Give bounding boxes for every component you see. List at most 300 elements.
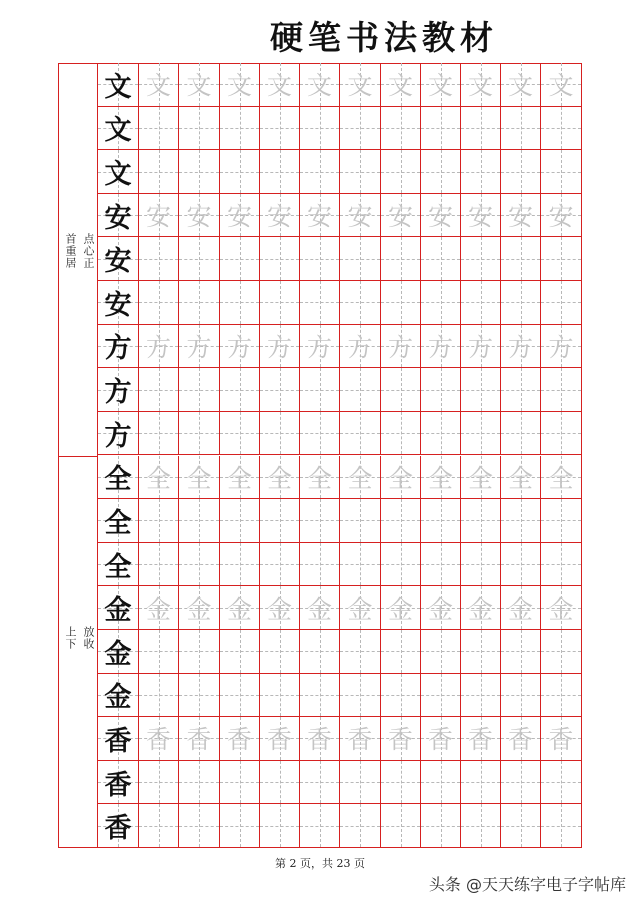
practice-cell[interactable] xyxy=(139,804,179,848)
trace-char: 金 xyxy=(306,594,332,624)
trace-char: 文 xyxy=(226,71,252,101)
practice-cell[interactable] xyxy=(541,281,582,325)
practice-cell[interactable] xyxy=(541,761,582,805)
practice-cell[interactable] xyxy=(340,194,381,238)
practice-cell[interactable] xyxy=(260,499,300,543)
practice-cell[interactable] xyxy=(300,63,340,107)
model-char: 方 xyxy=(104,377,132,409)
practice-cell[interactable] xyxy=(541,586,582,630)
practice-cell[interactable] xyxy=(340,237,381,281)
practice-cell[interactable] xyxy=(421,325,461,369)
trace-char: 方 xyxy=(548,332,574,362)
practice-cell[interactable] xyxy=(179,761,220,805)
practice-cell[interactable] xyxy=(300,412,340,456)
practice-cell[interactable] xyxy=(501,150,541,194)
practice-cell[interactable] xyxy=(179,325,220,369)
model-char-cell xyxy=(98,194,139,238)
practice-cell[interactable] xyxy=(461,717,501,761)
practice-cell[interactable] xyxy=(300,761,340,805)
practice-cell[interactable] xyxy=(300,150,340,194)
practice-cell[interactable] xyxy=(501,107,541,151)
practice-cell[interactable] xyxy=(220,412,260,456)
practice-cell[interactable] xyxy=(179,456,220,500)
practice-cell[interactable] xyxy=(139,325,179,369)
trace-char: 文 xyxy=(306,71,332,101)
practice-cell[interactable] xyxy=(139,63,179,107)
trace-char: 金 xyxy=(266,594,292,624)
practice-cell[interactable] xyxy=(340,281,381,325)
practice-cell[interactable] xyxy=(381,281,421,325)
practice-cell[interactable] xyxy=(179,107,220,151)
trace-char: 金 xyxy=(145,594,171,624)
section-label: 上下 xyxy=(64,625,77,650)
practice-cell[interactable] xyxy=(260,412,300,456)
model-char: 文 xyxy=(104,159,132,191)
trace-char: 文 xyxy=(186,71,212,101)
practice-cell[interactable] xyxy=(300,107,340,151)
trace-char: 金 xyxy=(347,594,373,624)
model-char-cell xyxy=(98,368,139,412)
practice-cell[interactable] xyxy=(340,543,381,587)
trace-char: 方 xyxy=(347,332,373,362)
page-title: 硬笔书法教材 xyxy=(270,18,498,57)
practice-cell[interactable] xyxy=(260,804,300,848)
practice-cell[interactable] xyxy=(220,761,260,805)
practice-cell[interactable] xyxy=(260,107,300,151)
practice-cell[interactable] xyxy=(220,107,260,151)
model-char: 全 xyxy=(104,507,132,539)
model-char-cell xyxy=(98,325,139,369)
practice-cell[interactable] xyxy=(260,63,300,107)
practice-cell[interactable] xyxy=(381,499,421,543)
trace-char: 全 xyxy=(186,463,212,493)
practice-cell[interactable] xyxy=(300,456,340,500)
practice-cell[interactable] xyxy=(220,456,260,500)
practice-cell[interactable] xyxy=(179,63,220,107)
trace-char: 安 xyxy=(427,202,453,232)
trace-char: 全 xyxy=(347,463,373,493)
model-char-cell xyxy=(98,412,139,456)
practice-cell[interactable] xyxy=(300,368,340,412)
practice-cell[interactable] xyxy=(220,674,260,718)
practice-cell[interactable] xyxy=(220,150,260,194)
practice-cell[interactable] xyxy=(220,237,260,281)
practice-cell[interactable] xyxy=(300,630,340,674)
trace-char: 全 xyxy=(145,463,171,493)
practice-cell[interactable] xyxy=(340,107,381,151)
trace-char: 安 xyxy=(306,202,332,232)
practice-cell[interactable] xyxy=(421,150,461,194)
practice-cell[interactable] xyxy=(461,368,501,412)
trace-char: 文 xyxy=(467,71,493,101)
section-label: 首重居 xyxy=(64,233,77,270)
trace-char: 方 xyxy=(266,332,292,362)
trace-char: 全 xyxy=(548,463,574,493)
model-char-cell xyxy=(98,804,139,848)
practice-cell[interactable] xyxy=(421,717,461,761)
practice-cell[interactable] xyxy=(220,281,260,325)
model-char-cell xyxy=(98,674,139,718)
trace-char: 文 xyxy=(145,71,171,101)
practice-cell[interactable] xyxy=(421,281,461,325)
model-char: 方 xyxy=(104,333,132,365)
model-char-cell xyxy=(98,543,139,587)
practice-cell[interactable] xyxy=(260,630,300,674)
trace-char: 安 xyxy=(347,202,373,232)
practice-cell[interactable] xyxy=(501,194,541,238)
practice-cell[interactable] xyxy=(260,543,300,587)
practice-cell[interactable] xyxy=(381,325,421,369)
practice-cell[interactable] xyxy=(541,368,582,412)
trace-char: 香 xyxy=(387,725,413,755)
practice-cell[interactable] xyxy=(461,150,501,194)
practice-cell[interactable] xyxy=(139,412,179,456)
practice-cell[interactable] xyxy=(461,499,501,543)
trace-char: 方 xyxy=(427,332,453,362)
practice-cell[interactable] xyxy=(501,630,541,674)
practice-cell[interactable] xyxy=(541,412,582,456)
practice-cell[interactable] xyxy=(501,63,541,107)
practice-cell[interactable] xyxy=(541,717,582,761)
practice-cell[interactable] xyxy=(340,630,381,674)
practice-cell[interactable] xyxy=(220,630,260,674)
practice-cell[interactable] xyxy=(501,368,541,412)
practice-cell[interactable] xyxy=(381,543,421,587)
trace-char: 文 xyxy=(266,71,292,101)
model-char-cell xyxy=(98,107,139,151)
practice-cell[interactable] xyxy=(300,499,340,543)
practice-cell[interactable] xyxy=(461,761,501,805)
practice-cell[interactable] xyxy=(139,237,179,281)
practice-cell[interactable] xyxy=(260,586,300,630)
practice-cell[interactable] xyxy=(381,674,421,718)
model-char: 金 xyxy=(104,682,132,714)
trace-char: 金 xyxy=(387,594,413,624)
trace-char: 文 xyxy=(347,71,373,101)
practice-cell[interactable] xyxy=(179,543,220,587)
practice-cell[interactable] xyxy=(179,630,220,674)
practice-cell[interactable] xyxy=(421,107,461,151)
practice-cell[interactable] xyxy=(300,543,340,587)
model-char: 文 xyxy=(104,115,132,147)
practice-cell[interactable] xyxy=(461,804,501,848)
practice-cell[interactable] xyxy=(501,412,541,456)
practice-cell[interactable] xyxy=(461,543,501,587)
practice-cell[interactable] xyxy=(541,456,582,500)
practice-cell[interactable] xyxy=(501,456,541,500)
trace-char: 文 xyxy=(387,71,413,101)
trace-char: 香 xyxy=(266,725,292,755)
trace-char: 金 xyxy=(467,594,493,624)
practice-cell[interactable] xyxy=(220,194,260,238)
trace-char: 香 xyxy=(507,725,533,755)
practice-cell[interactable] xyxy=(260,674,300,718)
practice-cell[interactable] xyxy=(501,586,541,630)
trace-char: 香 xyxy=(427,725,453,755)
trace-char: 方 xyxy=(186,332,212,362)
practice-cell[interactable] xyxy=(421,804,461,848)
practice-cell[interactable] xyxy=(381,717,421,761)
trace-char: 方 xyxy=(226,332,252,362)
trace-char: 全 xyxy=(467,463,493,493)
practice-cell[interactable] xyxy=(381,761,421,805)
trace-char: 文 xyxy=(548,71,574,101)
practice-cell[interactable] xyxy=(381,63,421,107)
model-char-cell xyxy=(98,150,139,194)
practice-cell[interactable] xyxy=(501,237,541,281)
practice-cell[interactable] xyxy=(421,586,461,630)
practice-cell[interactable] xyxy=(300,237,340,281)
practice-cell[interactable] xyxy=(381,150,421,194)
model-char: 全 xyxy=(104,551,132,583)
trace-char: 方 xyxy=(467,332,493,362)
model-char-cell xyxy=(98,586,139,630)
practice-cell[interactable] xyxy=(139,107,179,151)
practice-cell[interactable] xyxy=(461,237,501,281)
practice-cell[interactable] xyxy=(340,804,381,848)
practice-cell[interactable] xyxy=(381,368,421,412)
trace-char: 金 xyxy=(507,594,533,624)
model-char: 安 xyxy=(104,246,132,278)
practice-cell[interactable] xyxy=(139,674,179,718)
trace-char: 文 xyxy=(507,71,533,101)
practice-cell[interactable] xyxy=(139,150,179,194)
practice-cell[interactable] xyxy=(340,586,381,630)
practice-cell[interactable] xyxy=(139,761,179,805)
model-char-cell xyxy=(98,499,139,543)
practice-cell[interactable] xyxy=(381,412,421,456)
practice-cell[interactable] xyxy=(300,325,340,369)
trace-char: 全 xyxy=(507,463,533,493)
practice-cell[interactable] xyxy=(541,107,582,151)
practice-cell[interactable] xyxy=(179,237,220,281)
practice-cell[interactable] xyxy=(541,194,582,238)
practice-cell[interactable] xyxy=(340,456,381,500)
practice-cell[interactable] xyxy=(541,63,582,107)
practice-cell[interactable] xyxy=(220,499,260,543)
practice-cell[interactable] xyxy=(300,804,340,848)
practice-cell[interactable] xyxy=(501,325,541,369)
practice-cell[interactable] xyxy=(541,630,582,674)
practice-cell[interactable] xyxy=(381,194,421,238)
practice-cell[interactable] xyxy=(300,717,340,761)
practice-cell[interactable] xyxy=(421,63,461,107)
practice-cell[interactable] xyxy=(179,368,220,412)
model-char-cell xyxy=(98,456,139,500)
practice-cell[interactable] xyxy=(300,194,340,238)
practice-cell[interactable] xyxy=(220,543,260,587)
trace-char: 安 xyxy=(266,202,292,232)
practice-cell[interactable] xyxy=(541,674,582,718)
practice-cell[interactable] xyxy=(421,630,461,674)
trace-char: 方 xyxy=(145,332,171,362)
practice-cell[interactable] xyxy=(139,630,179,674)
practice-cell[interactable] xyxy=(179,194,220,238)
practice-cell[interactable] xyxy=(541,150,582,194)
practice-cell[interactable] xyxy=(381,804,421,848)
trace-char: 安 xyxy=(387,202,413,232)
practice-cell[interactable] xyxy=(260,761,300,805)
trace-char: 香 xyxy=(226,725,252,755)
section-label: 点心正 xyxy=(82,233,95,270)
practice-cell[interactable] xyxy=(340,368,381,412)
practice-cell[interactable] xyxy=(179,804,220,848)
practice-cell[interactable] xyxy=(139,717,179,761)
practice-cell[interactable] xyxy=(381,630,421,674)
practice-cell[interactable] xyxy=(179,150,220,194)
practice-cell[interactable] xyxy=(220,586,260,630)
model-char-cell xyxy=(98,717,139,761)
practice-cell[interactable] xyxy=(179,412,220,456)
trace-char: 安 xyxy=(145,202,171,232)
practice-cell[interactable] xyxy=(340,150,381,194)
practice-cell[interactable] xyxy=(300,586,340,630)
trace-char: 安 xyxy=(186,202,212,232)
section-label-column xyxy=(58,456,98,849)
section-label: 放收 xyxy=(82,625,95,650)
practice-cell[interactable] xyxy=(260,368,300,412)
practice-cell[interactable] xyxy=(179,586,220,630)
trace-char: 香 xyxy=(467,725,493,755)
model-char: 全 xyxy=(104,464,132,496)
practice-cell[interactable] xyxy=(461,586,501,630)
trace-char: 香 xyxy=(306,725,332,755)
practice-cell[interactable] xyxy=(139,194,179,238)
model-char-cell xyxy=(98,63,139,107)
model-char-cell xyxy=(98,630,139,674)
practice-cell[interactable] xyxy=(139,586,179,630)
practice-cell[interactable] xyxy=(501,717,541,761)
model-char-cell xyxy=(98,281,139,325)
practice-cell[interactable] xyxy=(541,237,582,281)
model-char: 方 xyxy=(104,420,132,452)
practice-cell[interactable] xyxy=(340,63,381,107)
model-char: 安 xyxy=(104,289,132,321)
practice-cell[interactable] xyxy=(461,63,501,107)
practice-cell[interactable] xyxy=(340,412,381,456)
practice-cell[interactable] xyxy=(300,281,340,325)
practice-cell[interactable] xyxy=(139,456,179,500)
practice-cell[interactable] xyxy=(179,717,220,761)
practice-cell[interactable] xyxy=(421,543,461,587)
practice-cell[interactable] xyxy=(340,674,381,718)
practice-cell[interactable] xyxy=(220,804,260,848)
practice-cell[interactable] xyxy=(541,804,582,848)
trace-char: 安 xyxy=(467,202,493,232)
practice-cell[interactable] xyxy=(541,499,582,543)
trace-char: 金 xyxy=(186,594,212,624)
practice-cell[interactable] xyxy=(421,761,461,805)
practice-cell[interactable] xyxy=(260,456,300,500)
practice-cell[interactable] xyxy=(461,456,501,500)
practice-cell[interactable] xyxy=(179,499,220,543)
practice-cell[interactable] xyxy=(461,630,501,674)
practice-cell[interactable] xyxy=(501,543,541,587)
practice-cell[interactable] xyxy=(541,325,582,369)
practice-cell[interactable] xyxy=(501,499,541,543)
practice-cell[interactable] xyxy=(340,717,381,761)
model-char: 香 xyxy=(104,725,132,757)
practice-cell[interactable] xyxy=(421,456,461,500)
practice-cell[interactable] xyxy=(260,325,300,369)
practice-cell[interactable] xyxy=(501,761,541,805)
page-footer: 第 2 页，共 23 页 xyxy=(275,857,365,870)
practice-cell[interactable] xyxy=(421,412,461,456)
practice-cell[interactable] xyxy=(381,456,421,500)
trace-char: 香 xyxy=(548,725,574,755)
practice-cell[interactable] xyxy=(340,325,381,369)
practice-cell[interactable] xyxy=(501,804,541,848)
practice-cell[interactable] xyxy=(461,325,501,369)
practice-cell[interactable] xyxy=(220,63,260,107)
practice-cell[interactable] xyxy=(461,412,501,456)
model-char: 文 xyxy=(104,71,132,103)
model-char: 金 xyxy=(104,638,132,670)
model-char-cell xyxy=(98,237,139,281)
practice-cell[interactable] xyxy=(541,543,582,587)
practice-cell[interactable] xyxy=(340,499,381,543)
practice-cell[interactable] xyxy=(421,237,461,281)
trace-char: 方 xyxy=(507,332,533,362)
practice-cell[interactable] xyxy=(381,107,421,151)
practice-cell[interactable] xyxy=(260,194,300,238)
practice-cell[interactable] xyxy=(260,237,300,281)
practice-cell[interactable] xyxy=(421,674,461,718)
trace-char: 文 xyxy=(427,71,453,101)
trace-char: 香 xyxy=(347,725,373,755)
practice-cell[interactable] xyxy=(421,499,461,543)
practice-cell[interactable] xyxy=(421,194,461,238)
practice-cell[interactable] xyxy=(260,717,300,761)
trace-char: 安 xyxy=(507,202,533,232)
trace-char: 安 xyxy=(226,202,252,232)
practice-cell[interactable] xyxy=(139,368,179,412)
practice-cell[interactable] xyxy=(461,107,501,151)
trace-char: 安 xyxy=(548,202,574,232)
practice-cell[interactable] xyxy=(179,674,220,718)
practice-cell[interactable] xyxy=(461,281,501,325)
practice-cell[interactable] xyxy=(220,717,260,761)
practice-cell[interactable] xyxy=(139,499,179,543)
practice-cell[interactable] xyxy=(139,281,179,325)
trace-char: 金 xyxy=(548,594,574,624)
practice-cell[interactable] xyxy=(220,325,260,369)
practice-cell[interactable] xyxy=(461,194,501,238)
practice-cell[interactable] xyxy=(260,281,300,325)
model-char-cell xyxy=(98,761,139,805)
practice-cell[interactable] xyxy=(381,586,421,630)
trace-char: 全 xyxy=(226,463,252,493)
practice-cell[interactable] xyxy=(179,281,220,325)
practice-cell[interactable] xyxy=(501,674,541,718)
practice-cell[interactable] xyxy=(139,543,179,587)
practice-cell[interactable] xyxy=(220,368,260,412)
trace-char: 全 xyxy=(306,463,332,493)
practice-cell[interactable] xyxy=(501,281,541,325)
model-char: 香 xyxy=(104,813,132,845)
model-char: 安 xyxy=(104,202,132,234)
trace-char: 方 xyxy=(306,332,332,362)
practice-cell[interactable] xyxy=(260,150,300,194)
practice-cell[interactable] xyxy=(461,674,501,718)
practice-cell[interactable] xyxy=(421,368,461,412)
practice-cell[interactable] xyxy=(381,237,421,281)
practice-cell[interactable] xyxy=(300,674,340,718)
practice-cell[interactable] xyxy=(340,761,381,805)
trace-char: 全 xyxy=(427,463,453,493)
model-char: 香 xyxy=(104,769,132,801)
trace-char: 方 xyxy=(387,332,413,362)
